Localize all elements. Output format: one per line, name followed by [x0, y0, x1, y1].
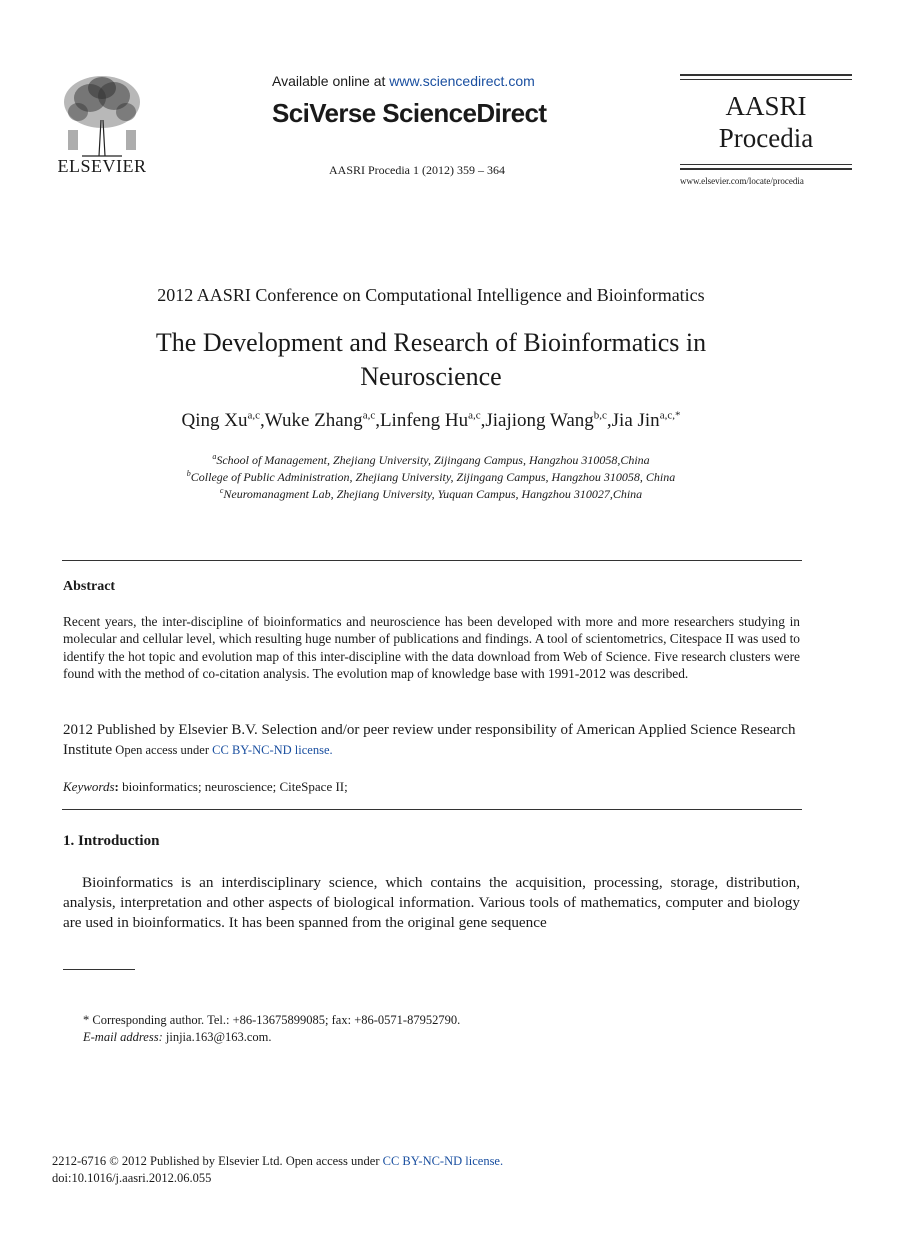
sciverse-sciencedirect-logo: SciVerse ScienceDirect	[272, 98, 547, 128]
section-heading-introduction: 1. Introduction	[63, 833, 160, 849]
elsevier-wordmark: ELSEVIER	[57, 156, 147, 176]
affiliation-text: Neuromanagment Lab, Zhejiang University, Yuquan Campus, Hangzhou 310027,China	[223, 487, 643, 501]
paper-title-line2: Neuroscience	[360, 362, 502, 391]
issn-line	[52, 1154, 812, 1169]
license-link[interactable]: CC BY-NC-ND license.	[212, 743, 333, 757]
affiliation-mark: a	[212, 452, 217, 461]
paper-title-line1: The Development and Research of Bioinformatics in	[155, 328, 707, 357]
author-name: Jia Jin	[611, 410, 660, 432]
keywords: Keywords: bioinformatics; neuroscience; CiteSpace II;	[63, 779, 348, 794]
affiliation-text: School of Management, Zhejiang University, Zijingang Campus, Hangzhou 310058,China	[216, 453, 650, 467]
conference-name: 2012 AASRI Conference on Computational Intelligence and Bioinformatics	[157, 285, 705, 305]
author-sep: ,	[606, 410, 612, 432]
journal-url: www.elsevier.com/locate/procedia	[680, 176, 804, 186]
journal-top-rule	[680, 74, 852, 76]
corresponding-author-note: * Corresponding author. Tel.: +86-13675899085; fax: +86-0571-87952790.	[83, 1013, 461, 1027]
author-sep: ,	[260, 410, 265, 432]
doi: doi:10.1016/j.aasri.2012.06.055	[52, 1171, 212, 1185]
author-name: Wuke Zhang	[264, 410, 363, 432]
introduction-body: Bioinformatics is an interdisciplinary science, which contains the acquisition, processing, storage, distribution, analysis, interpretation and other aspects of biological information. Various tools of mathematics, computer and biology are used in bioinformatics. It has been spanned from the original gene sequence	[63, 874, 800, 931]
abstract-body: Recent years, the inter-discipline of bioinformatics and neuroscience has been developed with more and more researchers studying in molecular and cellular level, which resulting huge number of publications and findings. A tool of scientometrics, Citespace II was used to identify the hot topic and evolution map of this inter-discipline with the data download from Web of Science. Five research clusters were found with the method of co-citation analysis. The evolution map of knowledge base with 1991-2012 was described.	[63, 614, 800, 681]
footnote-rule	[63, 969, 135, 970]
journal-top-rule-thin	[680, 79, 852, 80]
author-affil-mark: a,c,*	[659, 410, 681, 422]
author-list	[0, 410, 862, 432]
affiliation-text: College of Public Administration, Zhejiang University, Zijingang Campus, Hangzhou 310058, China	[190, 470, 676, 484]
author-affil-mark: a,c	[362, 410, 376, 422]
keywords-text: bioinformatics; neuroscience; CiteSpace II;	[122, 779, 348, 794]
author-affil-mark: a,c	[468, 410, 481, 422]
sciencedirect-link[interactable]: www.sciencedirect.com	[389, 73, 535, 89]
author-name: Qing Xu	[181, 410, 248, 432]
email-address: jinjia.163@163.com.	[162, 1030, 272, 1044]
abstract-bottom-rule	[62, 809, 802, 810]
abstract-top-rule	[62, 560, 802, 561]
paper-title	[60, 326, 802, 394]
author-name: Jiajiong Wang	[485, 410, 594, 432]
author-affil-mark: a,c	[247, 410, 261, 422]
journal-title-line2: Procedia	[718, 123, 814, 153]
author-name: Linfeng Hu	[379, 410, 469, 432]
affiliation-mark: b	[186, 469, 191, 478]
available-online-label: Available online at	[272, 73, 390, 89]
journal-bottom-rule	[680, 168, 852, 170]
footer-license-link[interactable]: CC BY-NC-ND license.	[382, 1154, 504, 1168]
affiliation	[0, 452, 862, 468]
journal-title-line1: AASRI	[725, 91, 807, 121]
author-sep: ,	[375, 410, 380, 432]
journal-bottom-rule-thin	[680, 164, 852, 165]
publication-statement	[63, 720, 800, 760]
affiliation	[0, 469, 862, 485]
author	[265, 410, 380, 431]
issn-text: 2212-6716 © 2012 Published by Elsevier Ltd. Open access under	[52, 1154, 383, 1168]
email-label: E-mail address:	[83, 1030, 163, 1044]
author	[380, 410, 485, 431]
email-note	[83, 1030, 803, 1045]
published-text: 2012 Published by Elsevier B.V. Selection and/or peer review under responsibility of American Applied Science Research Institute	[63, 722, 796, 758]
author	[612, 410, 681, 431]
open-access-label: Open access under	[112, 743, 213, 757]
keywords-label: Keywords	[63, 779, 115, 794]
affiliation-mark: c	[219, 486, 224, 495]
author	[485, 410, 611, 431]
author	[182, 410, 265, 431]
journal-reference: AASRI Procedia 1 (2012) 359 – 364	[329, 163, 505, 177]
journal-title	[680, 90, 852, 154]
available-online	[272, 73, 562, 89]
affiliation	[0, 486, 862, 502]
author-affil-mark: b,c	[593, 410, 607, 422]
author-sep: ,	[480, 410, 486, 432]
abstract-heading: Abstract	[63, 579, 116, 594]
